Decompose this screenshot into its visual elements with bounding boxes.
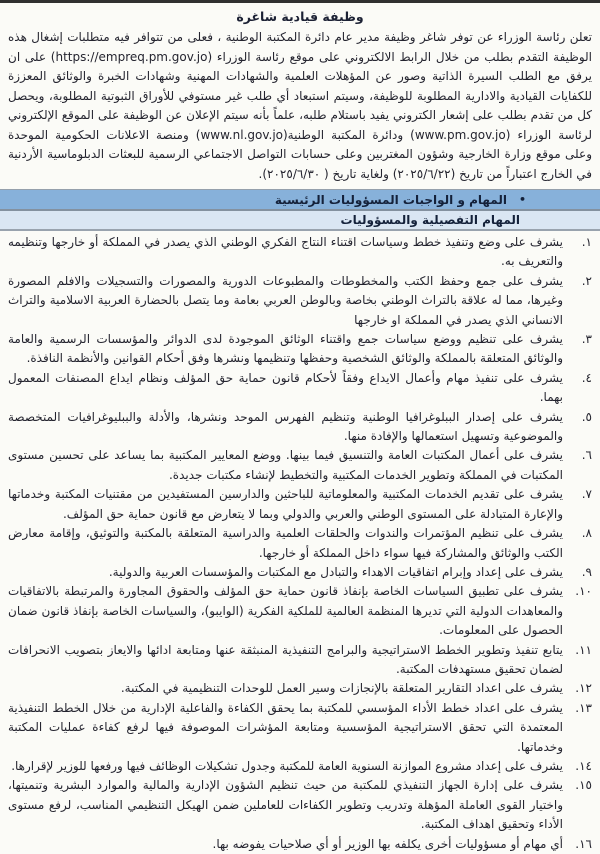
task-text: يشرف على أعمال المكتبات العامة والتنسيق فيما بينها. ووضع المعايير المكتبية بما يساعد على تحسين مستوى المكتبات في المملكة وتطوير الخدمات المكتبية والتخطيط لإنشاء مكتبات جديدة. <box>8 448 563 482</box>
task-number: ١٠. <box>575 584 592 599</box>
task-number: ٤. <box>581 370 592 385</box>
task-item <box>8 757 592 776</box>
task-number: ١٣. <box>575 700 592 715</box>
task-number: ٣. <box>581 332 592 347</box>
page-title: وظيفة قيادية شاغرة <box>236 9 364 24</box>
task-text: أي مهام أو مسؤوليات أخرى يكلفه بها الوزير أو أي صلاحيات يفوضه بها. <box>212 836 563 851</box>
task-number: ٩. <box>581 564 592 579</box>
top-border-line <box>0 0 600 3</box>
task-item <box>8 776 592 834</box>
task-item <box>8 699 592 757</box>
task-item <box>8 369 592 408</box>
bullet-icon: • <box>518 193 526 206</box>
task-text: يشرف على تنظيم المؤتمرات والندوات والحلقات العلمية والدراسية المتعلقة بالمكتبة والتوثيق، وإقامة معارض الكتب والوثائق والمشاركة فيها سواء داخل المملكة أو خارجها. <box>8 526 563 560</box>
task-number: ١١. <box>575 642 592 657</box>
task-item <box>8 641 592 680</box>
task-text: يشرف على جمع وحفظ الكتب والمخطوطات والمطبوعات الدورية والمصورات والتسجيلات والافلم المصورة وغيرها، مما له علاقة بالتراث الوطني بخاصة وبالوطن العربي بعامة وما يتصل بالحضارة العربية الاسلامية والتراث الانساني الذي يصدر في المملكة او خارجها <box>8 273 563 327</box>
task-text: يشرف على اعداد خطط الأداء المؤسسي للمكتبة بما يحقق الكفاءة والفاعلية الإدارية من خلال الخطط التنفيذية المعتمدة التي تحقق الاستراتيجية المؤسسية ومتابعة المؤشرات الموصوفة فيها لرفع كفاءة عمليات المكتبة وخدماتها. <box>8 700 563 754</box>
task-text: يشرف على إصدار الببلوغرافيا الوطنية وتنظيم الفهرس الموحد ونشرها، والأدلة والببليوغرافيات المتخصصة والموضوعية وتسهيل استعمالها والإفادة منها. <box>8 409 563 444</box>
task-item <box>8 582 592 640</box>
task-text: يشرف على إعداد مشروع الموازنة السنوية العامة للمكتبة وجدول تشكيلات الوظائف فيها ورفعها للوزير لإقرارها. <box>11 758 563 773</box>
task-text: يشرف على وضع وتنفيذ خطط وسياسات اقتناء النتاج الفكري الوطني الذي يصدر في المملكة أو خارجها وتنظيمه والتعريف به. <box>8 235 563 269</box>
task-text: يشرف على إدارة الجهاز التنفيذي للمكتبة من حيث تنظيم الشؤون الإدارية والمالية والموارد البشرية وتنميتها، واختيار القوى العاملة المؤهلة وتدريب وتطوير الكفاءات للعاملين ضمن الهيكل التنظيمي المناسب، لرفع مستوى الأداء وتحقيق اهداف المكتبة. <box>8 778 563 832</box>
task-number: ٥. <box>581 409 592 424</box>
task-text: يشرف على اعداد التقارير المتعلقة بالإنجازات وسير العمل للوحدات التنظيمية في المكتبة. <box>120 681 563 696</box>
task-number: ١٤. <box>575 758 592 773</box>
task-item <box>8 233 592 272</box>
section-header-detailed <box>0 211 600 231</box>
task-text: يشرف على تطبيق السياسات الخاصة بإنفاذ قانون حماية حق المؤلف والحقوق المجاورة والمرتبطة بالاتفاقيات والمعاهدات الدولية التي تديرها المنظمة العالمية للملكية الفكرية (الوايبو)، والسياسات الخاصة بإنفاذ قانون ضمان الحصول على المعلومات. <box>8 584 563 638</box>
intro-paragraph: تعلن رئاسة الوزراء عن توفر شاغر وظيفة مدير عام دائرة المكتبة الوطنية ، فعلى من تتوافر فيه متطلبات إشغال هذه الوظيفة التقدم بطلب من خلال الرابط الالكتروني على موقع رئاسة الوزراء (https://empreq.pm.gov.jo) على ان يرفق مع الطلب السيرة الذاتية وصور عن المؤهلات العلمية والشهادات المهنية وشهادات الخبرة والوثائق المعززة للكفايات القيادية والادارية المطلوبة للوظيفة، وسيتم استبعاد أي طلب غير مستوفي للأوراق الثبوتية المطلوبة، ويحصل كل من تقدم بطلب على إشعار الكتروني يفيد باستلام طلبه، علماً بأنه سيتم الإعلان عن الوظيفة على الموقع الإلكتروني لرئاسة الوزراء (www.pm.gov.jo) ودائرة المكتبة الوطنية(www.nl.gov.jo) ومنصة الاعلانات الحكومية الموحدة وعلى موقع وزارة الخارجية وشؤون المغتربين وعلى حسابات التواصل الاجتماعي الرسمية للبعثات الدبلوماسية الأردنية في الخارج اعتباراً من تاريخ (٢٠٢٥/٦/٢٢) ولغاية تاريخ ( ٢٠٢٥/٦/٣٠). <box>8 30 593 181</box>
task-text: يشرف على تنظيم ووضع سياسات جمع واقتناء الوثائق الموجودة لدى الدوائر والمؤسسات الرسمية والعامة والوثائق المتعلقة بالمملكة والوثائق الشخصية وحفظها وتنظيمها ونشرها وفق أحكام القوانين والأنظمة النافذة. <box>8 332 563 366</box>
task-text: يتابع تنفيذ وتطوير الخطط الاستراتيجية والبرامج التنفيذية المنبثقة عنها ومتابعة ادائها والايعاز بتصويب الانحرافات لضمان تحقيق مستهدفات المكتبة. <box>8 642 563 676</box>
task-number: ٨. <box>581 526 592 541</box>
task-text: يشرف على تقديم الخدمات المكتبية والمعلوماتية للباحثين والدارسين المستفيدين من مقتنيات المكتبة وخدماتها والإعارة المتبادلة على المستوى الوطني والعربي والدولي وبما لا يتعارض مع قانون حماية حق المؤلف. <box>8 487 563 521</box>
task-number: ٧. <box>581 487 592 502</box>
task-item <box>8 272 592 330</box>
task-item <box>8 446 592 485</box>
section-header-main <box>0 189 600 211</box>
task-number: ١٢. <box>575 681 592 696</box>
section-header-detailed-label: المهام التفصيلية والمسؤوليات <box>340 213 520 227</box>
task-item <box>8 563 592 582</box>
task-number: ٦. <box>581 448 592 463</box>
task-number: ١. <box>581 235 592 249</box>
task-number: ٢. <box>581 273 592 288</box>
section-header-main-label: المهام و الواجبات المسؤوليات الرئيسية <box>274 192 507 207</box>
task-text: يشرف على تنفيذ مهام وأعمال الايداع وفقاً لأحكام قانون حماية حق المؤلف ونظام ايداع المصنفات المعمول بهما. <box>8 370 563 405</box>
task-item <box>8 679 592 698</box>
task-item <box>8 408 592 447</box>
task-list <box>8 233 592 854</box>
task-text: يشرف على إعداد وإبرام اتفاقيات الاهداء والتبادل مع المكتبات والمؤسسات العربية والدولية. <box>108 564 563 579</box>
task-number: ١٥. <box>575 778 592 793</box>
task-item <box>8 524 592 563</box>
task-number: ١٦. <box>575 836 592 851</box>
task-item <box>8 330 592 369</box>
task-item <box>8 835 592 854</box>
task-item <box>8 485 592 524</box>
